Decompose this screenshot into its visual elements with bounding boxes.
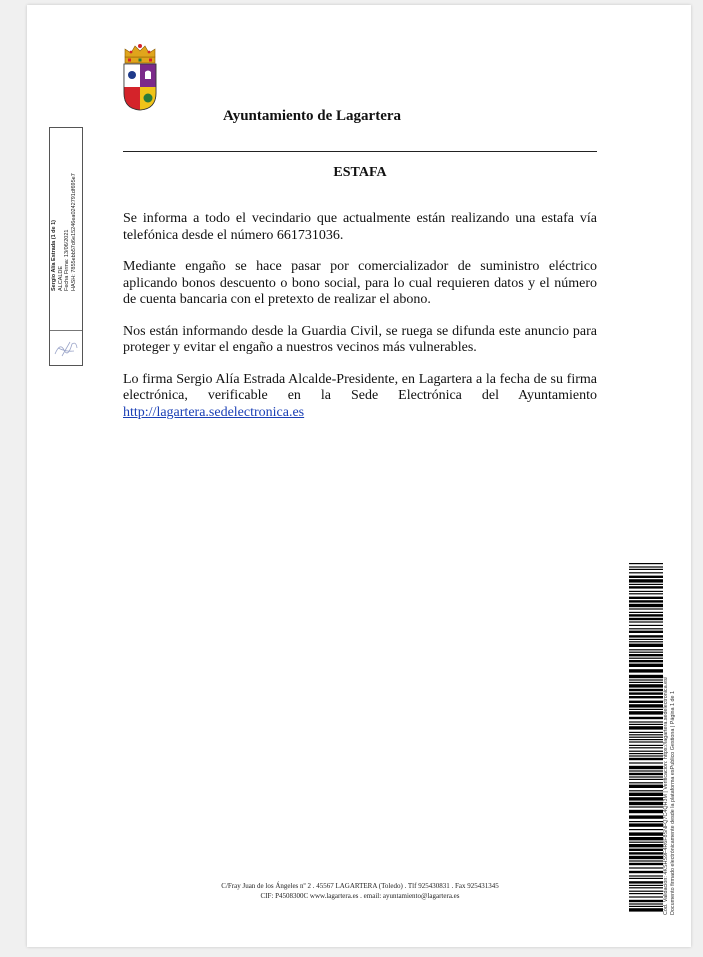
barcode-bar bbox=[629, 867, 663, 868]
closing-paragraph bbox=[123, 372, 597, 405]
barcode-bar bbox=[629, 856, 663, 859]
barcode-bar bbox=[629, 891, 663, 892]
page-footer bbox=[123, 882, 597, 901]
barcode-bar bbox=[629, 810, 663, 813]
barcode-bar bbox=[629, 704, 663, 707]
barcode-bar bbox=[629, 852, 663, 854]
barcode-bar bbox=[629, 860, 663, 861]
barcode-bar bbox=[629, 664, 663, 667]
barcode-bar bbox=[629, 584, 663, 585]
barcode-bar bbox=[629, 887, 663, 888]
barcode-bar bbox=[629, 579, 663, 582]
barcode-bar bbox=[629, 802, 663, 805]
barcode-bar bbox=[629, 762, 663, 763]
barcode-bar bbox=[629, 823, 663, 826]
organization-title: Ayuntamiento de Lagartera bbox=[223, 108, 402, 124]
barcode-bar bbox=[629, 641, 663, 642]
paragraph: Mediante engaño se hace pasar por comercializador de suministro eléctrico aplicando bonos descuento o bono social, para lo cual requieren datos y el número de cuenta bancaria con el pretexto de realizar el abono. bbox=[123, 259, 597, 307]
barcode-bar bbox=[629, 625, 663, 626]
document-title: ESTAFA bbox=[333, 165, 387, 180]
barcode-bar bbox=[629, 776, 663, 777]
barcode-bar bbox=[629, 569, 663, 570]
barcode-bar bbox=[629, 863, 663, 865]
barcode-bar bbox=[629, 563, 663, 564]
barcode-bar bbox=[629, 900, 663, 902]
closing-text: Lo firma Sergio Alía Estrada Alcalde-Presidente, en Lagartera a la fecha de su firma electrónica, verificable en la Sede Electrónica del Ayuntamiento bbox=[123, 371, 597, 403]
barcode-bar bbox=[629, 644, 663, 647]
barcode-bar bbox=[629, 669, 663, 672]
barcode-bar bbox=[629, 732, 663, 733]
barcode-bar bbox=[629, 815, 663, 818]
validation-text bbox=[663, 605, 676, 915]
barcode-bar bbox=[629, 758, 663, 760]
barcode-bar bbox=[629, 842, 663, 843]
barcode-bar bbox=[629, 566, 663, 567]
barcode-bar bbox=[629, 721, 663, 722]
barcode-bar bbox=[629, 612, 663, 613]
barcode-bar bbox=[629, 837, 663, 840]
barcode-bar bbox=[629, 711, 663, 714]
barcode-bar bbox=[629, 593, 663, 594]
barcode-bar bbox=[629, 753, 663, 754]
barcode-bar bbox=[629, 806, 663, 807]
barcode-bar bbox=[629, 747, 663, 748]
barcode-bar bbox=[629, 597, 663, 599]
barcode-bar bbox=[629, 871, 663, 873]
barcode-bar bbox=[629, 608, 663, 609]
barcode-bar bbox=[629, 739, 663, 740]
barcode-bar bbox=[629, 654, 663, 656]
stamp-divider bbox=[50, 330, 82, 331]
barcode-bar bbox=[629, 773, 663, 775]
barcode-bar bbox=[629, 684, 663, 687]
validation-platform: Documento firmado electrónicamente desde la plataforma esPublico Gestiona | Página 1 de 1 bbox=[669, 690, 676, 915]
barcode-bar bbox=[629, 604, 663, 607]
signer-name: Sergio Alía Estrada (1 de 1) bbox=[51, 219, 57, 291]
sede-electronica-link[interactable]: http://lagartera.sedelectronica.es bbox=[123, 404, 305, 420]
barcode-bar bbox=[629, 689, 663, 691]
coat-of-arms-logo bbox=[121, 43, 159, 111]
barcode-bar bbox=[629, 709, 663, 710]
barcode-bar bbox=[629, 893, 663, 894]
barcode-bar bbox=[629, 734, 663, 735]
barcode-bar bbox=[629, 766, 663, 769]
barcode-bar bbox=[629, 849, 663, 851]
barcode-bar bbox=[629, 621, 663, 622]
header-divider bbox=[123, 151, 597, 152]
barcode-bar bbox=[629, 844, 663, 847]
barcode-bar bbox=[629, 793, 663, 796]
handwritten-signature-mark bbox=[52, 336, 80, 360]
barcode-bar bbox=[629, 906, 663, 907]
barcode-bar bbox=[629, 692, 663, 694]
barcode-bar bbox=[629, 682, 663, 683]
barcode-bar bbox=[629, 679, 663, 680]
barcode-bar bbox=[629, 903, 663, 904]
barcode-bar bbox=[629, 737, 663, 738]
signature-stamp-text bbox=[51, 131, 77, 291]
barcode-bar bbox=[629, 782, 663, 783]
footer-address: C/Fray Juan de los Ángeles nº 2 . 45567 LAGARTERA (Toledo) . Tlf 925430831 . Fax 925431345 bbox=[221, 882, 499, 890]
barcode-bar bbox=[629, 631, 663, 633]
barcode-bar bbox=[629, 755, 663, 756]
signer-role: ALCALDE bbox=[57, 265, 64, 291]
barcode-bar bbox=[629, 576, 663, 578]
barcode-bar bbox=[629, 572, 663, 573]
barcode-bar bbox=[629, 586, 663, 588]
barcode-bar bbox=[629, 770, 663, 771]
barcode-bar bbox=[629, 591, 663, 592]
barcode-bar bbox=[629, 724, 663, 725]
barcode-bar bbox=[629, 649, 663, 650]
document-page bbox=[27, 5, 691, 947]
validation-code: Cód. Validación: 4KSHS9F4R6F8SNFQ7C4QH3M | Verificación: https://lagartera.sedelectronica.es/ bbox=[663, 676, 669, 915]
footer-contact: CIF: P4508300C www.lagartera.es . email: ayuntamiento@lagartera.es bbox=[260, 891, 460, 900]
barcode-bar bbox=[629, 790, 663, 791]
document-body bbox=[123, 211, 597, 436]
barcode-bar bbox=[629, 701, 663, 703]
barcode-bar bbox=[629, 628, 663, 629]
barcode-bar bbox=[629, 660, 663, 662]
barcode-bar bbox=[629, 726, 663, 729]
barcode-bar bbox=[629, 896, 663, 897]
signature-hash: HASH: 7855ebb57d6e15246ea0242791df695e7 bbox=[70, 173, 77, 291]
validation-barcode bbox=[629, 563, 663, 913]
link-paragraph bbox=[123, 405, 597, 422]
barcode-bar bbox=[629, 696, 663, 698]
barcode-bar bbox=[629, 675, 663, 678]
barcode-bar bbox=[629, 618, 663, 620]
barcode-bar bbox=[629, 600, 663, 602]
paragraph: Se informa a todo el vecindario que actualmente están realizando una estafa vía telefónica desde el número 661731036. bbox=[123, 211, 597, 243]
barcode-bar bbox=[629, 881, 663, 883]
barcode-bar bbox=[629, 639, 663, 640]
barcode-bar bbox=[629, 635, 663, 637]
barcode-bar bbox=[629, 717, 663, 719]
barcode-bar bbox=[629, 878, 663, 879]
barcode-bar bbox=[629, 652, 663, 653]
barcode-bar bbox=[629, 751, 663, 752]
barcode-bar bbox=[629, 745, 663, 746]
barcode-bar bbox=[629, 741, 663, 742]
barcode-bar bbox=[629, 658, 663, 659]
signature-date: Fecha Firma: 13/06/2021 bbox=[64, 229, 70, 291]
barcode-bar bbox=[629, 797, 663, 800]
signature-stamp bbox=[49, 127, 83, 366]
barcode-bar bbox=[629, 614, 663, 616]
barcode-bar bbox=[629, 875, 663, 876]
barcode-bar bbox=[629, 832, 663, 835]
barcode-bar bbox=[629, 785, 663, 788]
barcode-bar bbox=[629, 829, 663, 830]
paragraph: Nos están informando desde la Guardia Civil, se ruega se difunda este anuncio para proteger y evitar el engaño a nuestros vecinos más vulnerables. bbox=[123, 323, 597, 355]
barcode-bar bbox=[629, 821, 663, 822]
barcode-bar bbox=[629, 779, 663, 780]
barcode-bar bbox=[629, 908, 663, 911]
barcode-bar bbox=[629, 885, 663, 886]
